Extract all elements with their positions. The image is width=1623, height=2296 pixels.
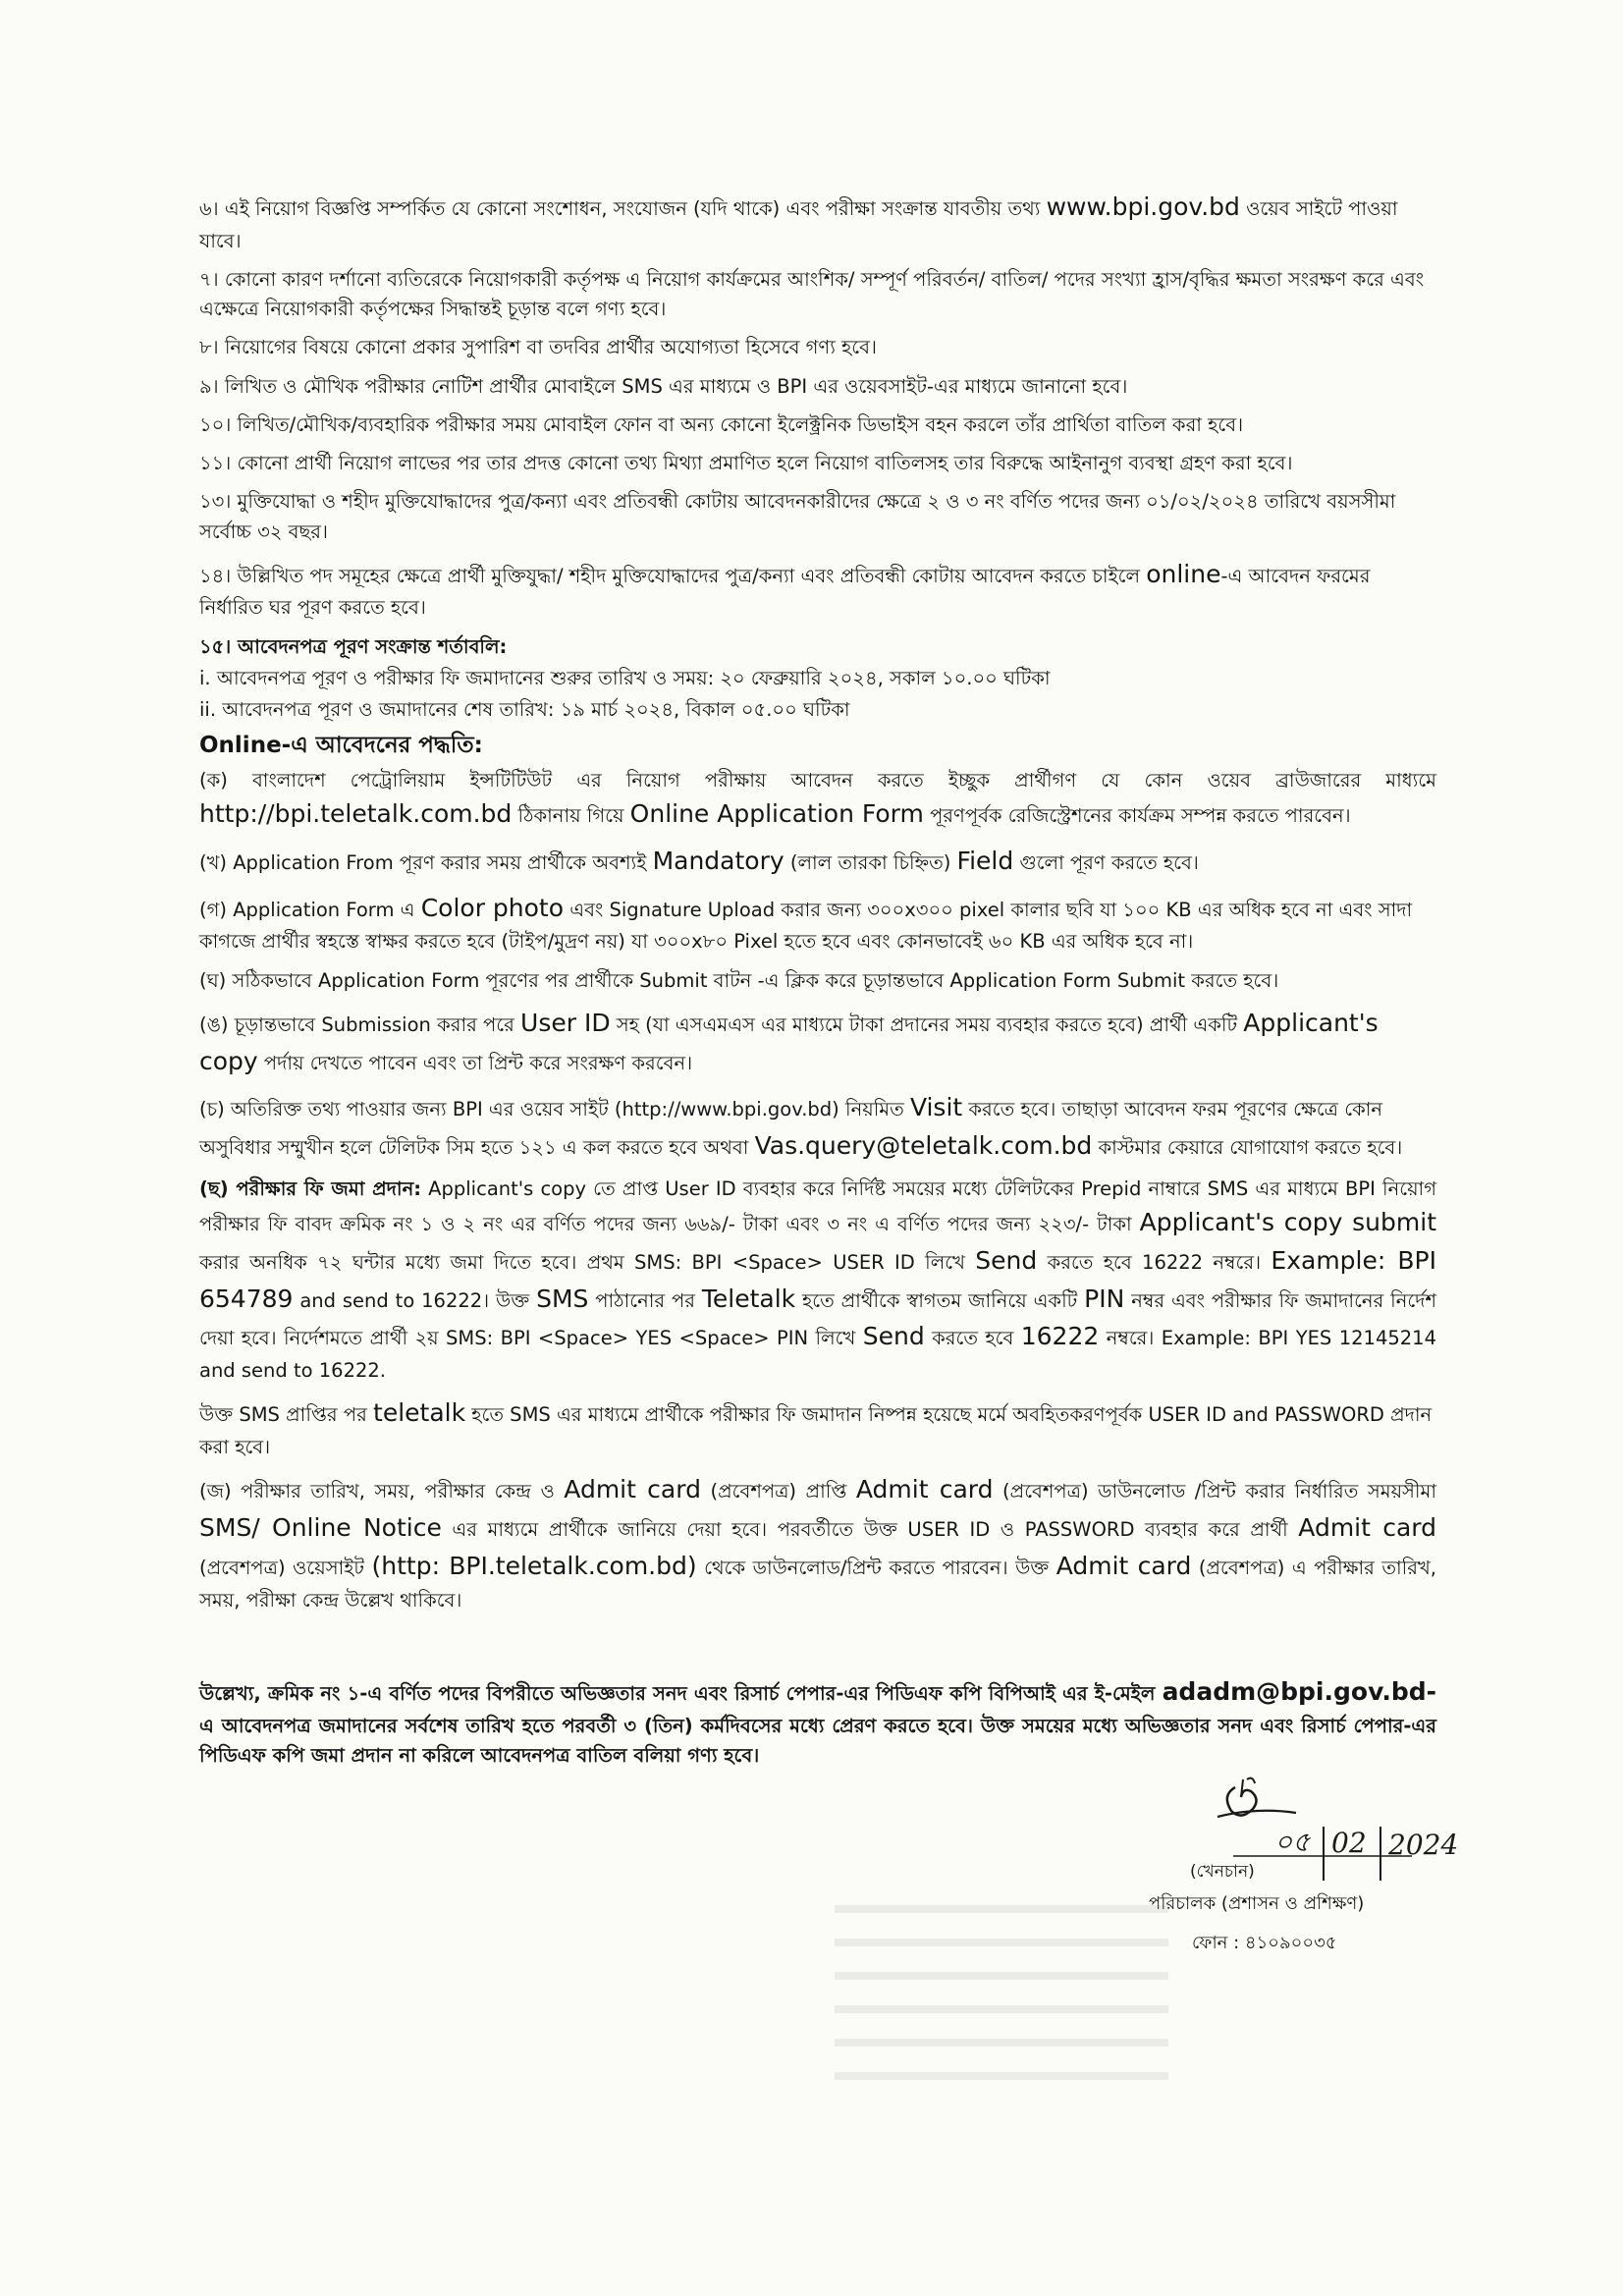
payment-confirmation <box>199 1394 1436 1462</box>
step-chha-text-3: করতে হবে 16222 নম্বরে। <box>1037 1250 1271 1274</box>
fee-payment-heading: (ছ) পরীক্ষার ফি জমা প্রদান: <box>199 1176 422 1200</box>
website-link[interactable]: www.bpi.gov.bd <box>1046 192 1240 221</box>
step-chha-text-4: and send to 16222। উক্ত <box>293 1288 537 1312</box>
signature-block <box>1149 1768 1502 1994</box>
step-ga <box>199 890 1436 957</box>
admit-card-site-link[interactable]: (http: BPI.teletalk.com.bd) <box>371 1551 697 1580</box>
step-uma-text-3: পর্দায় দেখতে পাবেন এবং তা প্রিন্ট করে সংরক্ষণ করবেন। <box>257 1051 693 1074</box>
sms-term: SMS <box>536 1284 589 1313</box>
notice-body <box>199 189 1436 1789</box>
step-chha-text-7: নম্বর এবং পরীক্ষার ফি জমাদানের নির্দেশ দেয়া হবে। নির্দেশমতে প্রার্থী ২য় SMS: BPI <Space> YES <Space> PIN লিখে <box>199 1288 1437 1350</box>
step-chha-text-8: করতে হবে <box>924 1327 1021 1350</box>
note-text: উল্লেখ্য, ক্রমিক নং ১-এ বর্ণিত পদের বিপরীতে অভিজ্ঞতার সনদ এবং রিসার্চ পেপার-এর পিডিএফ কপি বিপিআই এর ই-মেইল <box>199 1681 1163 1705</box>
teletalk-term-2: teletalk <box>373 1398 466 1428</box>
step-ga-text: (গ) Application Form এ <box>199 898 421 921</box>
step-uma-text: (ঙ) চূড়ান্তভাবে Submission করার পরে <box>199 1012 521 1036</box>
signatory-designation: পরিচালক (প্রশাসন ও প্রশিক্ষণ) <box>1149 1893 1365 1914</box>
step-ja-text-6: থেকে ডাউনলোড/প্রিন্ট করতে পারবেন। উক্ত <box>696 1556 1056 1579</box>
clause-14 <box>199 556 1436 624</box>
step-kha-text: (খ) Application From পূরণ করার সময় প্রার্থীকে অবশ্যই <box>199 850 653 874</box>
note-text-2: এ আবেদনপত্র জমাদানের সর্বশেষ তারিখ হতে পরবর্তী ৩ (তিন) কর্মদিবসের মধ্যে প্রেরণ করতে হবে। উক্ত সময়ের মধ্যে অভিজ্ঞতার সনদ এবং রিসার্চ পেপার-এর পিডিএফ কপি জমা প্রদান না করিলে আবেদনপত্র বাতিল বলিয়া গণ্য হবে। <box>199 1714 1436 1767</box>
step-uma-text-2: সহ (যা এসএমএস এর মাধ্যমে টাকা প্রদানের সময় ব্যবহার করতে হবে) প্রার্থী একটি <box>610 1012 1244 1036</box>
clause-10: ১০। লিখিত/মৌখিক/ব্যবহারিক পরীক্ষার সময় মোবাইল ফোন বা অন্য কোনো ইলেক্ট্রনিক ডিভাইস বহন করলে তাঁর প্রার্থিতা বাতিল করা হবে। <box>199 412 1244 436</box>
step-gha: (ঘ) সঠিকভাবে Application Form পূরণের পর প্রার্থীকে Submit বাটন -এ ক্লিক করে চূড়ান্তভাবে Application Form Submit করতে হবে। <box>199 968 1279 992</box>
step-ja-text-7: (প্রবেশপত্র) এ পরীক্ষার তারিখ, সময়, পরীক্ষা কেন্দ্র উল্লেখ থাকিবে। <box>199 1556 1436 1612</box>
admit-card-term-4: Admit card <box>1055 1551 1192 1580</box>
clause-15-end-date: ii. আবেদনপত্র পূরণ ও জমাদানের শেষ তারিখ: ১৯ মার্চ ২০২৪, বিকাল ০৫.০০ ঘটিকা <box>199 698 850 722</box>
step-chha-text: Applicant's copy তে প্রাপ্ত User ID ব্যবহার করে নির্দিষ্ট সময়ের মধ্যে টেলিটকের Prepid নাম্বারে SMS এর মাধ্যমে BPI নিয়োগ পরীক্ষার ফি বাবদ ক্রমিক নং ১ ও ২ নং এর বর্ণিত পদের জন্য ৬৬৯/- টাকা এবং ৩ নং এ বর্ণিত পদের জন্য ২২৩/- টাকা <box>199 1176 1436 1236</box>
step-ja <box>199 1471 1436 1614</box>
clause-11: ১১। কোনো প্রার্থী নিয়োগ লাভের পর তার প্রদত্ত কোনো তথ্য মিথ্যা প্রমাণিত হলে নিয়োগ বাতিলসহ তার বিরুদ্ধে আইনানুগ ব্যবস্থা গ্রহণ করা হবে। <box>199 452 1293 475</box>
signature-date-year: 2024 <box>1388 1829 1459 1861</box>
step-ka-text: (ক) বাংলাদেশ পেট্রোলিয়াম ইন্সটিটিউট এর নিয়োগ পরীক্ষায় আবেদন করতে ইচ্ছুক প্রার্থীগণ যে কোন ওয়েব ব্রাউজারের মাধ্যমে <box>199 768 1436 792</box>
user-id-term: User ID <box>520 1008 611 1037</box>
confirmation-text-2: হতে SMS এর মাধ্যমে প্রার্থীকে পরীক্ষার ফি জমাদান নিষ্পন্ন হয়েছে মর্মে অবহিতকরণপূর্বক USER ID and PASSWORD প্রদান করা হবে। <box>199 1403 1433 1459</box>
admit-card-term-2: Admit card <box>855 1475 994 1504</box>
step-ja-text-4: এর মাধ্যমে প্রার্থীকে জানিয়ে দেয়া হবে। পরবর্তীতে উক্ত USER ID ও PASSWORD ব্যবহার করে প্রার্থী <box>441 1518 1299 1542</box>
step-chha-text-5: পাঠানোর পর <box>588 1288 702 1312</box>
signature-date-month: 02 <box>1331 1827 1367 1859</box>
send-term-2: Send <box>862 1322 925 1351</box>
clause-14-text-end: -এ আবেদন ফরমের নির্ধারিত ঘর পূরণ করতে হবে। <box>199 564 1371 620</box>
step-chha-text-9: নম্বরে। Example: BPI YES 12145214 and send to 16222. <box>199 1327 1436 1383</box>
step-ja-text-2: (প্রবেশপত্র) প্রাপ্তি <box>700 1480 856 1503</box>
step-kha-text-3: গুলো পূরণ করতে হবে। <box>1013 850 1199 874</box>
application-form-term: Online Application Form <box>629 799 924 829</box>
clause-13: ১৩। মুক্তিযোদ্ধা ও শহীদ মুক্তিযোদ্ধাদের পুত্র/কন্যা এবং প্রতিবন্ধী কোটায় আবেদনকারীদের ক্ষেত্রে ২ ও ৩ নং বর্ণিত পদের জন্য ০১/০২/২০২৪ তারিখে বয়সসীমা সর্বোচ্চ ৩২ বছর। <box>199 490 1396 543</box>
step-kha-text-2: (লাল তারকা চিহ্নিত) <box>784 850 957 874</box>
step-kha <box>199 843 1436 881</box>
step-ka-text-3: পূরণপূর্বক রেজিস্ট্রেশনের কার্যক্রম সম্পন্ন করতে পারবেন। <box>923 804 1351 828</box>
step-ka <box>199 766 1436 834</box>
field-term: Field <box>956 846 1014 875</box>
clause-15-start-date: i. আবেদনপত্র পূরণ ও পরীক্ষার ফি জমাদানের শুরুর তারিখ ও সময়: ২০ ফেব্রুয়ারি ২০২৪, সকাল ১০.০০ ঘটিকা <box>199 666 1051 689</box>
sms-number: 16222 <box>1020 1322 1100 1351</box>
teletalk-term: Teletalk <box>701 1284 796 1313</box>
color-photo-term: Color photo <box>420 893 565 922</box>
bleed-through-shadow <box>835 1905 1168 2141</box>
support-email[interactable]: Vas.query@teletalk.com.bd <box>754 1131 1093 1161</box>
step-cha-text-3: কাস্টমার কেয়ারে যোগাযোগ করতে হবে। <box>1092 1136 1403 1160</box>
signatory-phone: ফোন : ৪১০৯০০৩৫ <box>1192 1933 1337 1953</box>
online-term: online <box>1146 559 1221 588</box>
applicant-copy-submit-term: Applicant's copy submit <box>1139 1208 1436 1237</box>
step-cha-text-2: করতে হবে। তাছাড়া আবেদন ফরম পূরণের ক্ষেত্রে কোন অসুবিধার সম্মুখীন হলে টেলিটক সিম হতে ১২১ এ কল করতে হবে অথবা <box>199 1098 1383 1160</box>
clause-15-heading: ১৫। আবেদনপত্র পূরণ সংক্রান্ত শর্তাবলি: <box>199 634 508 658</box>
step-chha-text-2: করার অনধিক ৭২ ঘন্টার মধ্যে জমা দিতে হবে। প্রথম SMS: BPI <Space> USER ID লিখে <box>199 1250 976 1274</box>
signatory-name: (খেনচান) <box>1190 1862 1255 1882</box>
admin-email[interactable]: adadm@bpi.gov.bd- <box>1162 1676 1436 1706</box>
step-ka-text-2: ঠিকানায় গিয়ে <box>512 804 630 828</box>
step-ja-text: (জ) পরীক্ষার তারিখ, সময়, পরীক্ষার কেন্দ্র ও <box>199 1480 565 1503</box>
spacer <box>199 1624 1436 1646</box>
step-cha <box>199 1089 1436 1166</box>
clause-6 <box>199 189 1436 256</box>
step-ja-text-3: (প্রবেশপত্র) ডাউনলোড /প্রিন্ট করার নির্ধারিত সময়সীমা <box>993 1480 1436 1503</box>
clause-8: ৮। নিয়োগের বিষয়ে কোনো প্রকার সুপারিশ বা তদবির প্রার্থীর অযোগ্যতা হিসেবে গণ্য হবে। <box>199 336 877 359</box>
mandatory-term: Mandatory <box>652 846 784 875</box>
step-chha-text-6: হতে প্রার্থীকে স্বাগতম জানিয়ে একটি <box>795 1288 1085 1312</box>
step-ga-text-2: এবং Signature Upload করার জন্য ৩০০x৩০০ pixel কালার ছবি যা ১০০ KB এর অধিক হবে না এবং সাদা কাগজে প্রার্থীর স্বহস্তে স্বাক্ষর করতে হবে (টাইপ/মুদ্রণ নয়) যা ৩০০x৮০ Pixel হতে হবে এবং কোনভাবেই ৬০ KB এর অধিক হবে না। <box>199 898 1413 954</box>
clause-6-text-end: ওয়েব সাইটে পাওয়া যাবে। <box>199 197 1398 252</box>
confirmation-text: উক্ত SMS প্রাপ্তির পর <box>199 1403 374 1427</box>
sms-online-notice-term: SMS/ Online Notice <box>199 1513 442 1543</box>
important-note <box>199 1673 1436 1771</box>
step-uma <box>199 1005 1436 1081</box>
visit-term: Visit <box>909 1093 963 1122</box>
applicant-copy-term: Applicant's copy <box>199 1008 1379 1075</box>
step-chha <box>199 1175 1436 1386</box>
send-term-1: Send <box>975 1245 1038 1275</box>
admit-card-term-1: Admit card <box>564 1475 701 1504</box>
pin-term: PIN <box>1084 1284 1125 1313</box>
teletalk-link[interactable]: http://bpi.teletalk.com.bd <box>199 799 513 829</box>
online-method-heading: Online-এ আবেদনের পদ্ধতি: <box>199 733 483 759</box>
sms-example-1: Example: BPI 654789 <box>199 1245 1436 1313</box>
signature-date-day: ০৫ <box>1274 1826 1311 1858</box>
clause-9: ৯। লিখিত ও মৌখিক পরীক্ষার নোটিশ প্রার্থীর মোবাইলে SMS এর মাধ্যমে ও BPI এর ওয়েবসাইট-এর মাধ্যমে জানানো হবে। <box>199 374 1128 398</box>
step-ja-text-5: (প্রবেশপত্র) ওয়েসাইট <box>199 1556 372 1579</box>
clause-14-text: ১৪। উল্লিখিত পদ সমূহের ক্ষেত্রে প্রার্থী মুক্তিযুদ্ধা/ শহীদ মুক্তিযোদ্ধাদের পুত্র/কন্যা এবং প্রতিবন্ধী কোটায় আবেদন করতে চাইলে <box>199 564 1147 587</box>
step-cha-text: (চ) অতিরিক্ত তথ্য পাওয়ার জন্য BPI এর ওয়েব সাইট (http://www.bpi.gov.bd) নিয়মিত <box>199 1098 910 1121</box>
admit-card-term-3: Admit card <box>1298 1513 1436 1543</box>
clause-6-text: ৬। এই নিয়োগ বিজ্ঞপ্তি সম্পর্কিত যে কোনো সংশোধন, সংযোজন (যদি থাকে) এবং পরীক্ষা সংক্রান্ত যাবতীয় তথ্য <box>199 197 1047 220</box>
clause-7: ৭। কোনো কারণ দর্শানো ব্যতিরেকে নিয়োগকারী কর্তৃপক্ষ এ নিয়োগ কার্যক্রমের আংশিক/ সম্পূর্ণ পরিবর্তন/ বাতিল/ পদের সংখ্যা হ্রাস/বৃদ্ধির ক্ষমতা সংরক্ষণ করে এবং এক্ষেত্রে নিয়োগকারী কর্তৃপক্ষের সিদ্ধান্তই চূড়ান্ত বলে গণ্য হবে। <box>199 267 1425 321</box>
